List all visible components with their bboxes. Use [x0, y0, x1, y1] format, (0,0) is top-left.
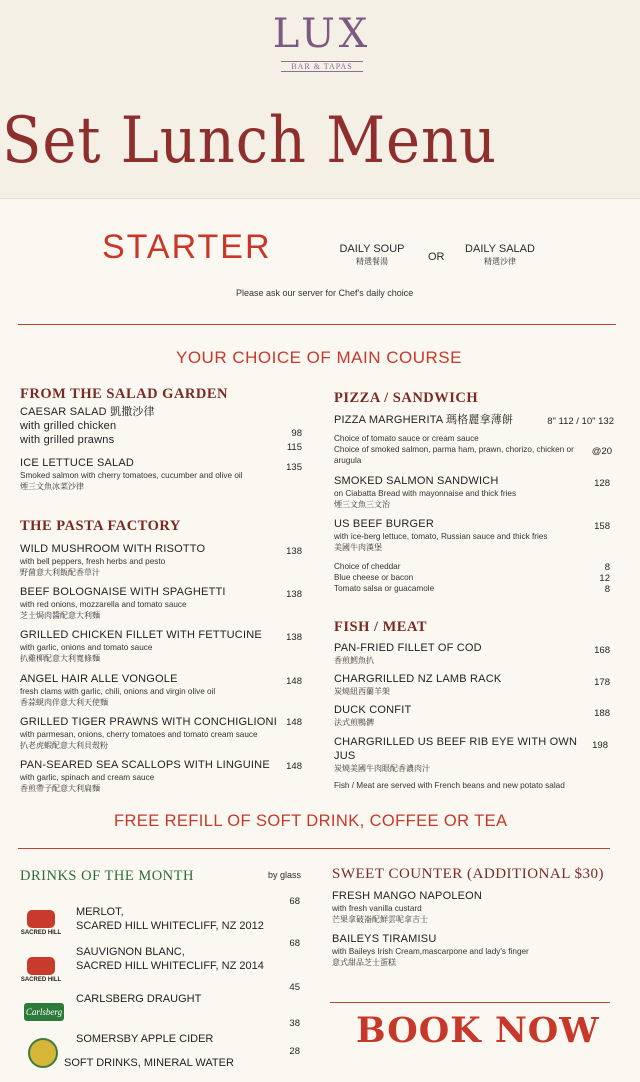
- menu-item: [20, 672, 280, 708]
- item-price: 138: [286, 632, 302, 643]
- page-title: Set Lunch Menu: [2, 104, 497, 178]
- item-name: PIZZA MARGHERITA 瑪格麗拿薄餅: [334, 414, 514, 426]
- drink-item: [76, 992, 201, 1006]
- or-text: OR: [428, 251, 445, 263]
- item-name: WILD MUSHROOM WITH RISOTTO: [20, 543, 206, 555]
- menu-item: [20, 405, 155, 447]
- item-name: GRILLED TIGER PRAWNS WITH CONCHIGLIONI: [20, 716, 277, 728]
- item-chinese: 意式甜品芝士蛋糕: [332, 958, 396, 967]
- drink-name-line2: SACRED HILL WHITECLIFF, NZ 2014: [76, 960, 264, 972]
- pasta-heading: THE PASTA FACTORY: [20, 518, 181, 534]
- book-now-button[interactable]: BOOK NOW: [356, 1010, 600, 1051]
- addon-price: 8: [604, 562, 610, 573]
- addon-label: Tomato salsa or guacamole: [334, 584, 435, 593]
- menu-item: [334, 672, 574, 697]
- item-chinese: 煙三文魚三文治: [334, 500, 390, 509]
- item-desc: with ice-berg lettuce, tomato, Russian sauce and thick fries: [334, 532, 548, 541]
- item-chinese: 香蒜蜆肉伴意大利天使麵: [20, 698, 108, 707]
- fish-heading: FISH / MEAT: [334, 619, 428, 635]
- starter-note: Please ask our server for Chef's daily choice: [236, 288, 414, 298]
- logo-sub-text: BAR & TAPAS: [281, 61, 363, 72]
- menu-item: [334, 474, 584, 510]
- menu-item: [20, 456, 280, 492]
- drink-price: 45: [289, 982, 300, 993]
- item-price: 8" 112 / 10" 132: [547, 416, 614, 427]
- item-desc: with red onions, mozzarella and tomato sauce: [20, 600, 187, 609]
- item-name: ANGEL HAIR ALLE VONGOLE: [20, 673, 178, 685]
- drink-name: SAUVIGNON BLANC,: [76, 946, 185, 958]
- item-desc: with Baileys Irish Cream,mascarpone and lady's finger: [332, 947, 529, 956]
- daily-salad-label: DAILY SALAD: [465, 243, 535, 255]
- pizza-heading: PIZZA / SANDWICH: [334, 390, 479, 406]
- item-desc: Smoked salmon with cherry tomatoes, cucumber and olive oil: [20, 471, 243, 480]
- drink-price: 68: [289, 896, 300, 907]
- item-price: 148: [286, 717, 302, 728]
- divider: [330, 1002, 610, 1003]
- drink-name-line2: SCARED HILL WHITECLIFF, NZ 2012: [76, 920, 264, 932]
- sacred-hill-emblem: [27, 957, 55, 975]
- item-price: 198: [592, 740, 608, 751]
- item-price: 98: [291, 428, 302, 439]
- menu-item: [20, 628, 280, 664]
- item-chinese: 煙三文魚冰菜沙律: [20, 482, 84, 491]
- drink-price: 28: [289, 1046, 300, 1057]
- menu-item: [334, 413, 534, 427]
- menu-item: [20, 542, 280, 578]
- item-desc: fresh clams with garlic, chili, onions and virgin olive oil: [20, 687, 216, 696]
- menu-item: [334, 641, 574, 666]
- daily-soup-chinese: 精選餐湯: [356, 257, 388, 266]
- drink-name: SOMERSBY APPLE CIDER: [76, 1033, 214, 1045]
- daily-salad-chinese: 精選沙律: [484, 257, 516, 266]
- addon-list: [334, 561, 534, 594]
- dessert-item: [332, 932, 622, 968]
- item-desc: Choice of smoked salmon, parma ham, prawn, chorizo, chicken or arugula: [334, 445, 574, 465]
- item-name: SMOKED SALMON SANDWICH: [334, 475, 499, 487]
- salad-garden-heading: FROM THE SALAD GARDEN: [20, 386, 229, 402]
- dessert-item: [332, 889, 612, 925]
- item-name: US BEEF BURGER: [334, 518, 434, 530]
- drink-name: CARLSBERG DRAUGHT: [76, 993, 202, 1005]
- daily-soup-label: DAILY SOUP: [339, 243, 405, 255]
- item-desc: with parmesan, onions, cherry tomatoes and tomato cream sauce: [20, 730, 258, 739]
- item-chinese: 芒果拿破崙配鮮雲呢拿吉士: [332, 915, 428, 924]
- item-price: 168: [594, 645, 610, 656]
- item-price: 148: [286, 676, 302, 687]
- item-price: 138: [286, 589, 302, 600]
- somersby-logo: [28, 1038, 58, 1068]
- sacred-hill-logo-text: SACRED HILL: [20, 930, 62, 936]
- drink-item: [64, 1056, 234, 1070]
- item-chinese: 美國牛肉漢堡: [334, 543, 382, 552]
- menu-item: [334, 517, 584, 553]
- menu-item: [334, 703, 574, 728]
- menu-item: [20, 715, 290, 751]
- menu-item: [334, 433, 584, 466]
- item-price: @20: [591, 446, 612, 457]
- starter-heading: STARTER: [102, 228, 272, 266]
- menu-item: [20, 758, 280, 794]
- item-name: CHARGRILLED NZ LAMB RACK: [334, 673, 502, 685]
- item-name: with grilled prawns: [20, 434, 115, 446]
- item-desc: with garlic, spinach and cream sauce: [20, 773, 155, 782]
- item-chinese: 炭燒紐西蘭羊架: [334, 687, 390, 696]
- sacred-hill-emblem: [27, 910, 55, 928]
- item-name: BAILEYS TIRAMISU: [332, 933, 437, 945]
- fish-note: [334, 780, 614, 791]
- item-chinese: 扒雞柳配意大利寬條麵: [20, 654, 100, 663]
- item-name: ICE LETTUCE SALAD: [20, 457, 135, 469]
- fish-note-text: Fish / Meat are served with French beans and new potato salad: [334, 781, 565, 790]
- drink-item: [76, 905, 264, 933]
- item-desc: with fresh vanilla custard: [332, 904, 422, 913]
- item-price: 158: [594, 521, 610, 532]
- item-price: 178: [594, 677, 610, 688]
- item-desc: with garlic, onions and tomato sauce: [20, 643, 153, 652]
- item-price: 115: [286, 442, 302, 453]
- item-name: FRESH MANGO NAPOLEON: [332, 890, 483, 902]
- drink-price: 68: [289, 938, 300, 949]
- by-glass-label: by glass: [268, 870, 302, 880]
- logo-main-text: LUX: [272, 11, 372, 57]
- item-desc: with bell peppers, fresh herbs and pesto: [20, 557, 166, 566]
- item-chinese: 炭燒美國牛肉眼配香濃肉汁: [334, 764, 430, 773]
- item-price: 188: [594, 708, 610, 719]
- item-chinese: 芝士焗肉醬配意大利麵: [20, 611, 100, 620]
- item-desc: Choice of tomato sauce or cream sauce: [334, 434, 479, 443]
- item-chinese: 法式煎鴨髀: [334, 718, 374, 727]
- lux-logo: [262, 12, 382, 74]
- addon-label: Choice of cheddar: [334, 562, 401, 571]
- divider: [18, 324, 616, 325]
- addon-price: 8: [604, 584, 610, 595]
- item-name: BEEF BOLOGNAISE WITH SPAGHETTI: [20, 586, 226, 598]
- item-name: CAESAR SALAD 凱撒沙律: [20, 406, 155, 418]
- item-price: 148: [286, 761, 302, 772]
- item-name: DUCK CONFIT: [334, 704, 412, 716]
- carlsberg-logo: Carlsberg: [24, 1003, 64, 1021]
- item-name: with grilled chicken: [20, 420, 117, 432]
- daily-soup: [322, 243, 422, 267]
- item-chinese: 扒老虎蝦配意大利貝殼粉: [20, 741, 108, 750]
- drink-item: [76, 1032, 213, 1046]
- sweet-counter-heading: SWEET COUNTER (ADDITIONAL $30): [332, 866, 605, 882]
- item-name: GRILLED CHICKEN FILLET WITH FETTUCINE: [20, 629, 262, 641]
- addon-label: Blue cheese or bacon: [334, 573, 414, 582]
- main-course-heading: YOUR CHOICE OF MAIN COURSE: [176, 348, 462, 367]
- sacred-hill-logo: [18, 910, 64, 936]
- drink-name: SOFT DRINKS, MINERAL WATER: [64, 1057, 234, 1069]
- item-name: PAN-FRIED FILLET OF COD: [334, 642, 482, 654]
- item-chinese: 香煎鱈魚扒: [334, 656, 374, 665]
- item-price: 138: [286, 546, 302, 557]
- item-price: 128: [594, 478, 610, 489]
- menu-item: [334, 735, 584, 774]
- menu-item: [20, 585, 280, 621]
- daily-salad: [452, 243, 548, 267]
- item-name: CHARGRILLED US BEEF RIB EYE WITH OWN JUS: [334, 736, 578, 762]
- item-name: PAN-SEARED SEA SCALLOPS WITH LINGUINE: [20, 759, 270, 771]
- drink-item: [76, 945, 264, 973]
- drink-name: MERLOT,: [76, 906, 124, 918]
- addon-price: 12: [599, 573, 610, 584]
- item-chinese: 香煎帶子配意大利扁麵: [20, 784, 100, 793]
- drinks-heading: DRINKS OF THE MONTH: [20, 868, 194, 884]
- drink-price: 38: [289, 1018, 300, 1029]
- sacred-hill-logo: [18, 957, 64, 983]
- item-desc: on Ciabatta Bread with mayonnaise and thick fries: [334, 489, 517, 498]
- item-chinese: 野菌意大利飯配香草汁: [20, 568, 100, 577]
- sacred-hill-logo-text: SACRED HILL: [20, 977, 62, 983]
- divider: [18, 848, 610, 849]
- item-price: 135: [286, 462, 302, 473]
- refill-banner: FREE REFILL OF SOFT DRINK, COFFEE OR TEA: [114, 812, 508, 830]
